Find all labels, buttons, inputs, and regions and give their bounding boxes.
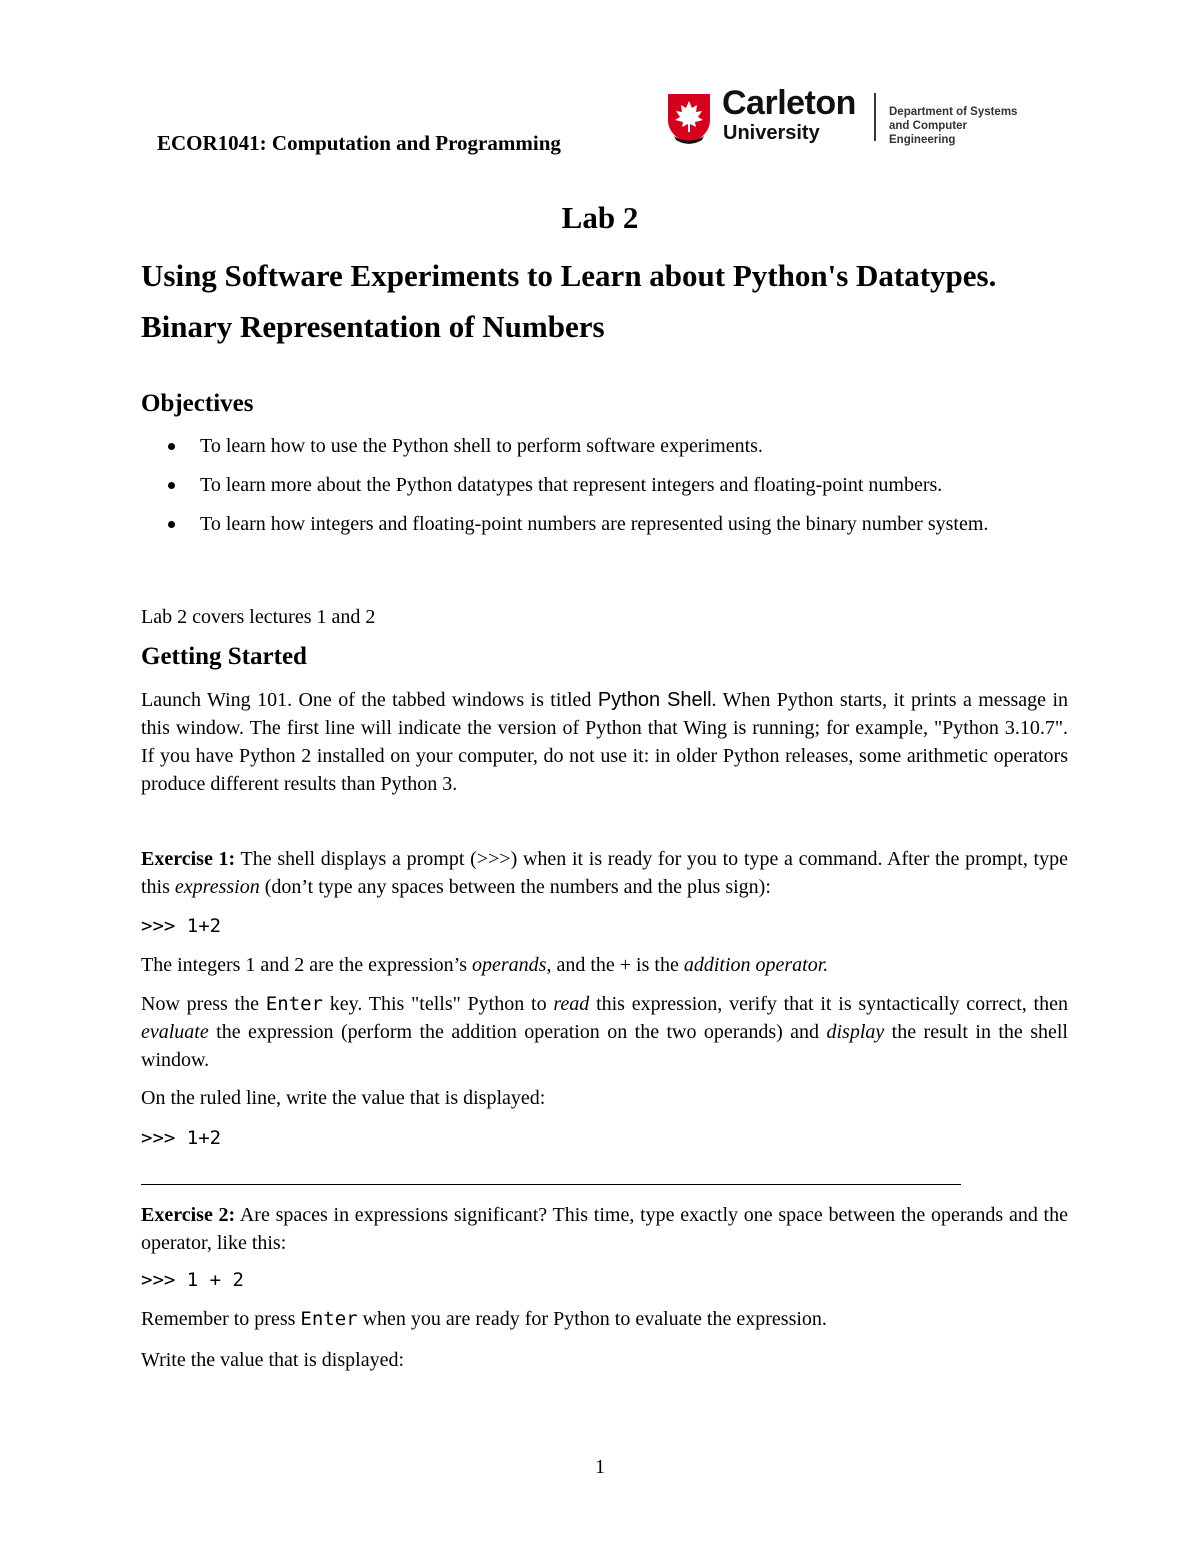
exercise-1-intro bbox=[141, 845, 1068, 901]
logo-name: Carleton bbox=[722, 84, 856, 122]
text-run: (don’t type any spaces between the numbers and the plus sign): bbox=[259, 876, 771, 898]
text-run: display bbox=[826, 1021, 885, 1043]
exercise-1-operands bbox=[141, 951, 1068, 979]
covers-note: Lab 2 covers lectures 1 and 2 bbox=[141, 606, 376, 628]
text-run: Now press the bbox=[141, 993, 266, 1015]
logo-sub: University bbox=[723, 122, 820, 144]
answer-line[interactable] bbox=[141, 1184, 961, 1185]
lab-title: Lab 2 bbox=[561, 200, 639, 235]
text-run: the result in the shell window. bbox=[141, 1021, 1068, 1071]
key-name: Enter bbox=[265, 993, 323, 1015]
page-title bbox=[141, 250, 1101, 352]
page-number: 1 bbox=[595, 1456, 605, 1478]
code-line: >>> 1+2 bbox=[141, 1127, 222, 1149]
exercise-2-reminder bbox=[141, 1305, 1068, 1333]
text-run: The shell displays a prompt (>>>) when it is ready for you to type a command. After the prompt, type this bbox=[141, 848, 1068, 898]
list-item: To learn how to use the Python shell to perform software experiments. bbox=[166, 432, 1076, 460]
list-item: To learn more about the Python datatypes that represent integers and floating-point numbers. bbox=[166, 471, 1076, 499]
text-run: the expression (perform the addition operation on the two operands) and bbox=[208, 1021, 827, 1043]
text-run: The integers 1 and 2 are the expression’s bbox=[141, 954, 473, 976]
text-run: evaluate bbox=[141, 1021, 209, 1043]
text-run: . When Python starts, it prints a message in this window. The first line will indicate the version of Python that Wing is running; for example, "Python 3.10.7". If you have Python 2 installed on your computer, do not use it: in older Python releases, some arithmetic operators produce different results than Python 3. bbox=[141, 689, 1069, 795]
code-line: >>> 1+2 bbox=[141, 915, 222, 937]
getting-started-paragraph bbox=[141, 686, 1068, 798]
text-run: Are spaces in expressions significant? This time, type exactly one space between the operands and the operator, like this: bbox=[141, 1204, 1068, 1254]
title-line-1: Using Software Experiments to Learn about Python's Datatypes. bbox=[141, 258, 997, 293]
title-line-2: Binary Representation of Numbers bbox=[141, 309, 605, 344]
text-run: expression bbox=[174, 876, 260, 898]
objectives-heading: Objectives bbox=[141, 390, 254, 417]
code-line: >>> 1 + 2 bbox=[141, 1269, 244, 1291]
text-run: when you are ready for Python to evaluate the expression. bbox=[357, 1308, 827, 1330]
list-item: To learn how integers and floating-point numbers are represented using the binary number system. bbox=[166, 510, 1076, 538]
getting-started-heading: Getting Started bbox=[141, 643, 307, 670]
window-name: Python Shell bbox=[597, 689, 712, 711]
exercise-2-instruction: Write the value that is displayed: bbox=[141, 1349, 405, 1371]
key-name: Enter bbox=[300, 1308, 358, 1330]
shield-icon bbox=[666, 92, 712, 146]
dept-line-1: Department of Systems bbox=[889, 106, 1018, 118]
exercise-label: Exercise 2: bbox=[141, 1204, 236, 1226]
exercise-1-enter bbox=[141, 990, 1068, 1074]
text-run: key. This "tells" Python to bbox=[322, 993, 554, 1015]
text-run: this expression, verify that it is syntactically correct, then bbox=[589, 993, 1068, 1015]
course-title: ECOR1041: Computation and Programming bbox=[157, 131, 561, 155]
logo-divider bbox=[874, 93, 876, 141]
text-run: read bbox=[553, 993, 590, 1015]
objectives-list bbox=[166, 432, 1076, 549]
exercise-2-intro bbox=[141, 1201, 1068, 1257]
text-run: Remember to press bbox=[141, 1308, 301, 1330]
carleton-logo bbox=[666, 84, 1036, 148]
department-name bbox=[889, 105, 1036, 147]
text-run: addition operator. bbox=[683, 954, 829, 976]
exercise-1-instruction: On the ruled line, write the value that is displayed: bbox=[141, 1087, 546, 1109]
text-run: , and the + is the bbox=[546, 954, 684, 976]
text-run: Launch Wing 101. One of the tabbed windows is titled bbox=[141, 689, 598, 711]
exercise-label: Exercise 1: bbox=[141, 848, 236, 870]
dept-line-2: and Computer Engineering bbox=[889, 120, 967, 146]
text-run: operands bbox=[472, 954, 547, 976]
